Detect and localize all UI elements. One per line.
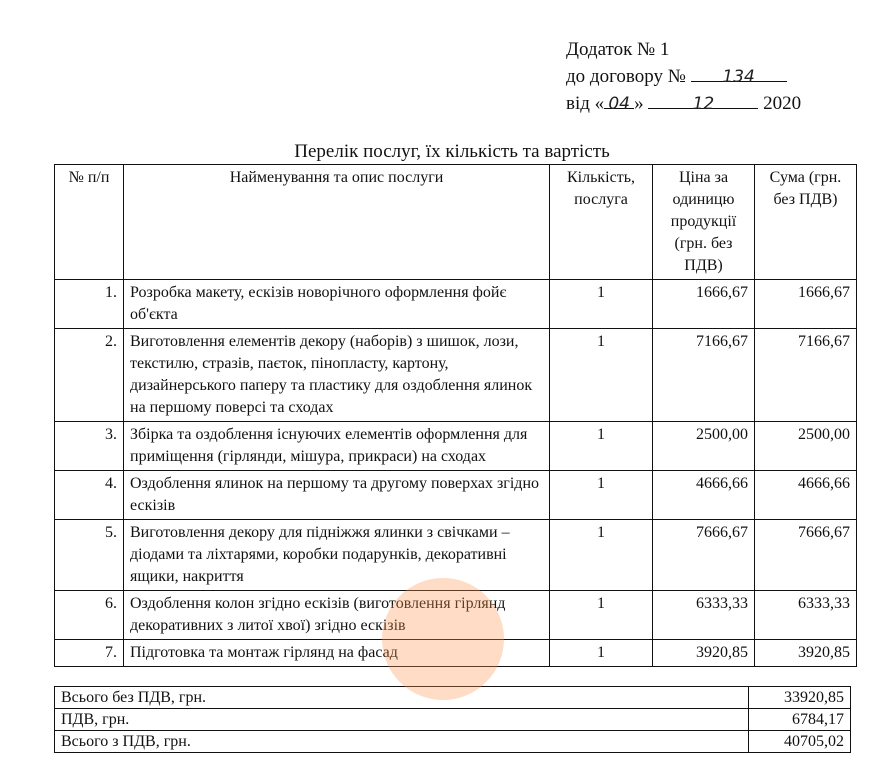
- total-row-vat: [55, 709, 851, 731]
- totals-table: [54, 686, 851, 753]
- service-unit-price: 1666,67: [653, 280, 755, 329]
- service-unit-price: 3920,85: [653, 640, 755, 667]
- service-quantity: 1: [550, 471, 653, 520]
- contract-number-field: [691, 63, 787, 87]
- date-prefix: від «: [566, 93, 605, 114]
- contract-number-handwritten: 134: [722, 67, 755, 87]
- date-month-handwritten: 12: [692, 94, 715, 114]
- service-name: Збірка та оздоблення існуючих елементів оформлення для приміщення (гірлянди, мішура, прикраси) на сходах: [124, 422, 550, 471]
- total-row-without-vat: [55, 687, 851, 709]
- column-header-number: № п/п: [55, 165, 124, 280]
- service-name: Підготовка та монтаж гірлянд на фасад: [124, 640, 550, 667]
- table-row: [55, 520, 857, 591]
- service-quantity: 1: [550, 329, 653, 422]
- row-number: 4.: [55, 471, 124, 520]
- row-number: 1.: [55, 280, 124, 329]
- service-unit-price: 2500,00: [653, 422, 755, 471]
- total-label: ПДВ, грн.: [55, 709, 749, 731]
- total-label: Всього з ПДВ, грн.: [55, 731, 749, 753]
- total-label: Всього без ПДВ, грн.: [55, 687, 749, 709]
- table-row: [55, 422, 857, 471]
- row-number: 7.: [55, 640, 124, 667]
- table-row: [55, 471, 857, 520]
- total-value: 6784,17: [749, 709, 851, 731]
- service-sum: 4666,66: [755, 471, 857, 520]
- service-unit-price: 7666,67: [653, 520, 755, 591]
- service-name: Оздоблення колон згідно ескізів (виготовлення гірлянд декоративних з литої хвої) згідно ескізів: [124, 591, 550, 640]
- table-row: [55, 591, 857, 640]
- services-table: [54, 164, 857, 667]
- contract-prefix: до договору №: [566, 66, 686, 87]
- date-year: 2020: [763, 93, 802, 114]
- document-title: Перелік послуг, їх кількість та вартість: [294, 141, 610, 162]
- service-sum: 6333,33: [755, 591, 857, 640]
- service-name: Оздоблення ялинок на першому та другому поверхах згідно ескізів: [124, 471, 550, 520]
- row-number: 5.: [55, 520, 124, 591]
- service-unit-price: 4666,66: [653, 471, 755, 520]
- date-day-handwritten: 04: [608, 94, 630, 114]
- date-month-field: [648, 90, 758, 114]
- service-sum: 3920,85: [755, 640, 857, 667]
- service-sum: 7666,67: [755, 520, 857, 591]
- service-sum: 7166,67: [755, 329, 857, 422]
- row-number: 2.: [55, 329, 124, 422]
- service-unit-price: 6333,33: [653, 591, 755, 640]
- document-header: [566, 36, 801, 117]
- row-number: 6.: [55, 591, 124, 640]
- table-row: [55, 280, 857, 329]
- row-number: 3.: [55, 422, 124, 471]
- contract-number-line: [566, 63, 801, 90]
- service-sum: 1666,67: [755, 280, 857, 329]
- column-header-unit-price: Ціна за одиницю продукції (грн. без ПДВ): [653, 165, 755, 280]
- appendix-label: Додаток № 1: [566, 39, 670, 60]
- service-quantity: 1: [550, 422, 653, 471]
- total-row-with-vat: [55, 731, 851, 753]
- service-sum: 2500,00: [755, 422, 857, 471]
- service-quantity: 1: [550, 591, 653, 640]
- date-quote-close: »: [634, 93, 644, 114]
- total-value: 33920,85: [749, 687, 851, 709]
- contract-date-line: [566, 90, 801, 117]
- service-quantity: 1: [550, 640, 653, 667]
- service-name: Розробка макету, ескізів новорічного оформлення фойє об'єкта: [124, 280, 550, 329]
- table-row: [55, 329, 857, 422]
- column-header-name: Найменування та опис послуги: [124, 165, 550, 280]
- column-header-sum: Сума (грн. без ПДВ): [755, 165, 857, 280]
- column-header-quantity: Кількість, послуга: [550, 165, 653, 280]
- service-name: Виготовлення елементів декору (наборів) з шишок, лози, текстилю, стразів, паєток, пінопласту, картону, дизайнерського паперу та пластику для оздоблення ялинок на першому поверсі та сходах: [124, 329, 550, 422]
- table-row: [55, 640, 857, 667]
- service-unit-price: 7166,67: [653, 329, 755, 422]
- total-value: 40705,02: [749, 731, 851, 753]
- service-quantity: 1: [550, 520, 653, 591]
- date-day-field: [604, 90, 634, 114]
- service-name: Виготовлення декору для підніжжя ялинки з свічками – діодами та ліхтарями, коробки подарунків, декоративні ящики, накриття: [124, 520, 550, 591]
- table-header-row: [55, 165, 857, 280]
- service-quantity: 1: [550, 280, 653, 329]
